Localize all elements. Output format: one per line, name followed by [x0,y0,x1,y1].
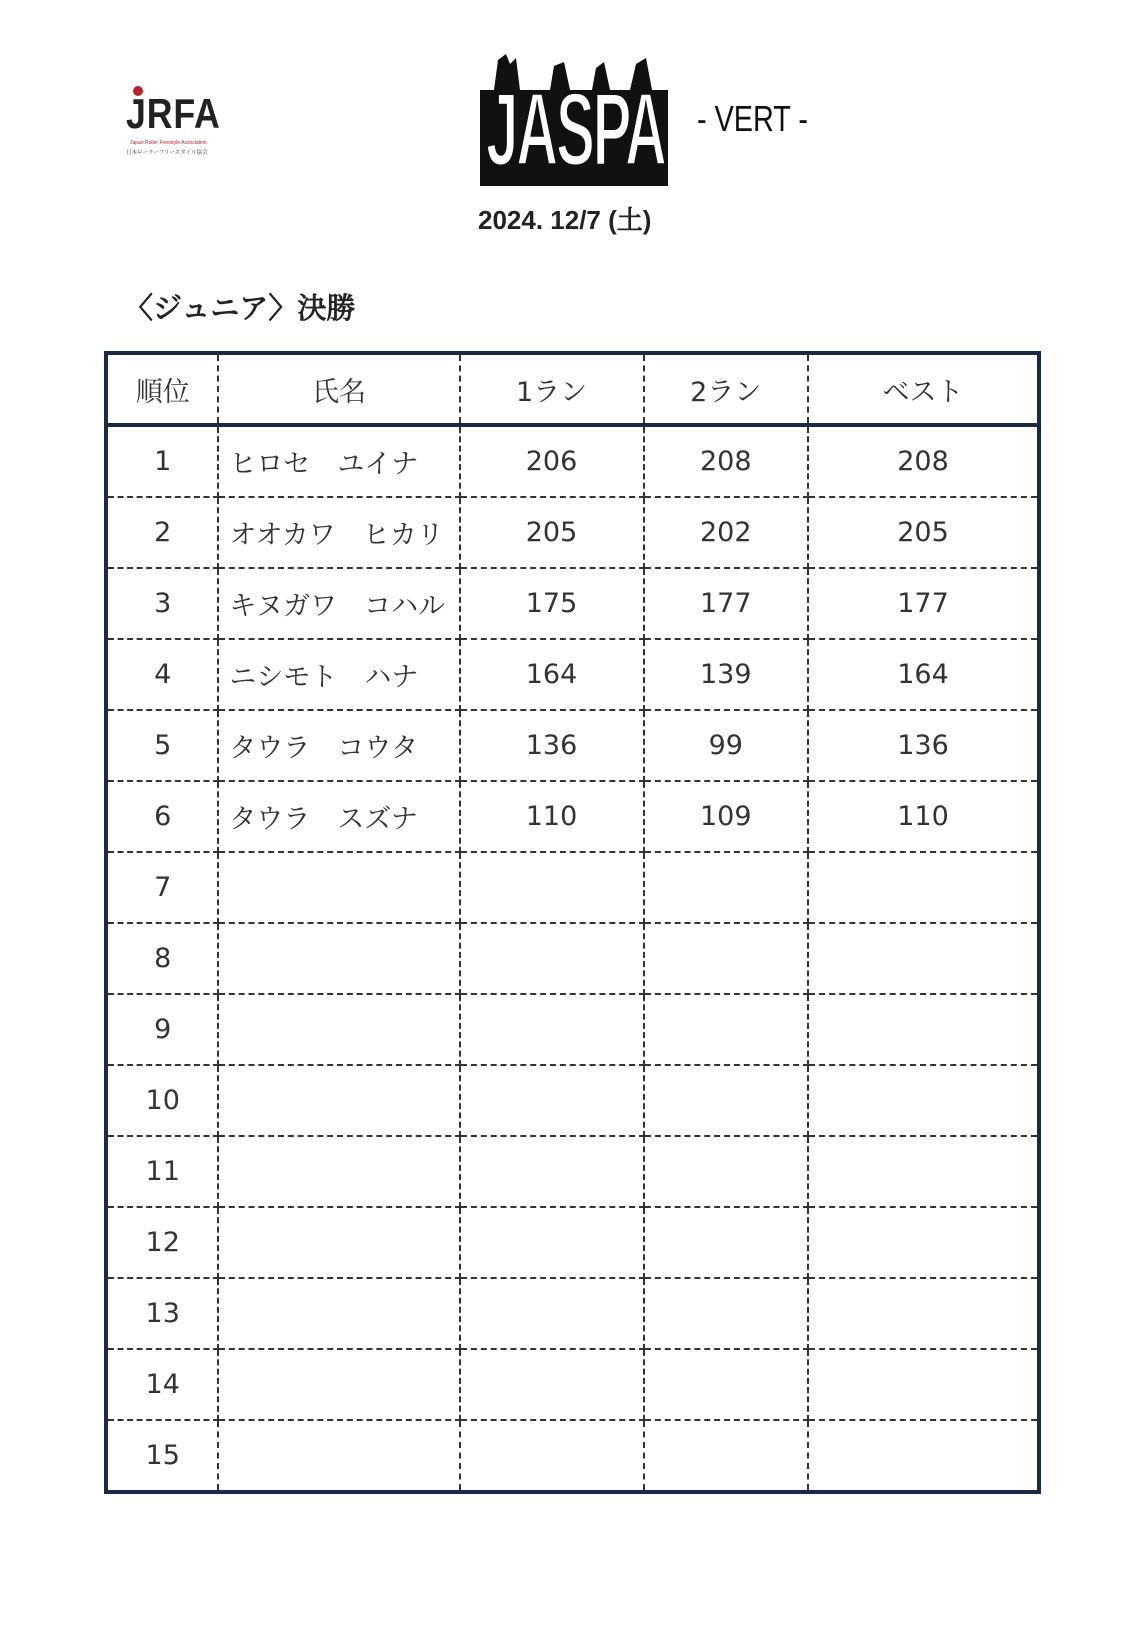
header-run1: 1ラン [460,353,644,425]
event-date: 2024. 12/7 (土) [478,205,652,235]
run2-cell [644,1136,809,1207]
table-row [106,1278,1039,1349]
name-cell: ニシモト ハナ [218,639,459,710]
name-cell: タウラ スズナ [218,781,459,852]
rank-cell: 13 [106,1278,218,1349]
event-suffix: - VERT - [697,98,808,139]
table-row [106,1349,1039,1420]
best-cell [808,1136,1039,1207]
best-cell [808,1420,1039,1492]
best-cell [808,1065,1039,1136]
name-cell [218,1349,459,1420]
rank-cell: 14 [106,1349,218,1420]
jrfa-logo-subtitle-jp: 日本ローラーフリースタイル協会 [126,150,208,156]
table-row [106,1065,1039,1136]
rank-cell: 9 [106,994,218,1065]
run1-cell: 175 [460,568,644,639]
table-row [106,781,1039,852]
rank-cell: 5 [106,710,218,781]
best-cell: 136 [808,710,1039,781]
jaspa-logo-text: JASPA [486,72,665,188]
rank-cell: 4 [106,639,218,710]
rank-cell: 1 [106,425,218,497]
name-cell [218,852,459,923]
run1-cell: 164 [460,639,644,710]
run1-cell [460,994,644,1065]
run1-cell: 206 [460,425,644,497]
best-cell [808,852,1039,923]
header-best: ベスト [808,353,1039,425]
name-cell [218,1420,459,1492]
table-row [106,639,1039,710]
table-row [106,994,1039,1065]
best-cell: 110 [808,781,1039,852]
run1-cell: 110 [460,781,644,852]
rank-cell: 11 [106,1136,218,1207]
name-cell [218,1207,459,1278]
rank-cell: 12 [106,1207,218,1278]
run2-cell: 208 [644,425,809,497]
section-title: 〈ジュニア〉決勝 [124,291,356,325]
name-cell: タウラ コウタ [218,710,459,781]
rank-cell: 2 [106,497,218,568]
best-cell: 205 [808,497,1039,568]
rank-cell: 6 [106,781,218,852]
best-cell [808,923,1039,994]
run1-cell [460,1207,644,1278]
table-row [106,1207,1039,1278]
jrfa-logo-mark: JRFA [126,90,221,137]
run2-cell: 139 [644,639,809,710]
run2-cell: 202 [644,497,809,568]
header-rank: 順位 [106,353,218,425]
header-run2: 2ラン [644,353,809,425]
best-cell [808,1207,1039,1278]
name-cell [218,994,459,1065]
run2-cell: 177 [644,568,809,639]
run2-cell: 99 [644,710,809,781]
run2-cell [644,1349,809,1420]
run2-cell [644,852,809,923]
run1-cell [460,1136,644,1207]
run2-cell: 109 [644,781,809,852]
results-table [104,351,1041,1494]
run2-cell [644,923,809,994]
run2-cell [644,1278,809,1349]
run1-cell [460,1420,644,1492]
rank-cell: 10 [106,1065,218,1136]
run2-cell [644,1065,809,1136]
name-cell [218,923,459,994]
name-cell [218,1065,459,1136]
run2-cell [644,1207,809,1278]
best-cell [808,1278,1039,1349]
table-row [106,497,1039,568]
run1-cell [460,1278,644,1349]
jaspa-logo [480,72,668,188]
table-row [106,852,1039,923]
run1-cell [460,852,644,923]
run1-cell [460,1349,644,1420]
best-cell: 177 [808,568,1039,639]
run1-cell: 136 [460,710,644,781]
run2-cell [644,994,809,1065]
name-cell [218,1136,459,1207]
rank-cell: 7 [106,852,218,923]
name-cell [218,1278,459,1349]
best-cell [808,1349,1039,1420]
jrfa-logo-subtitle-en: Japan Roller Freestyle Association [130,140,207,146]
name-cell: ヒロセ ユイナ [218,425,459,497]
best-cell: 208 [808,425,1039,497]
table-row [106,1420,1039,1492]
header-name: 氏名 [218,353,459,425]
run1-cell: 205 [460,497,644,568]
jrfa-logo [126,86,222,158]
rank-cell: 8 [106,923,218,994]
name-cell: キヌガワ コハル [218,568,459,639]
table-row [106,710,1039,781]
best-cell: 164 [808,639,1039,710]
run2-cell [644,1420,809,1492]
table-row [106,1136,1039,1207]
table-header-row [106,353,1039,425]
name-cell: オオカワ ヒカリ [218,497,459,568]
rank-cell: 15 [106,1420,218,1492]
table-row [106,425,1039,497]
table-row [106,568,1039,639]
rank-cell: 3 [106,568,218,639]
table-row [106,923,1039,994]
run1-cell [460,923,644,994]
table-body [106,425,1039,1492]
best-cell [808,994,1039,1065]
run1-cell [460,1065,644,1136]
